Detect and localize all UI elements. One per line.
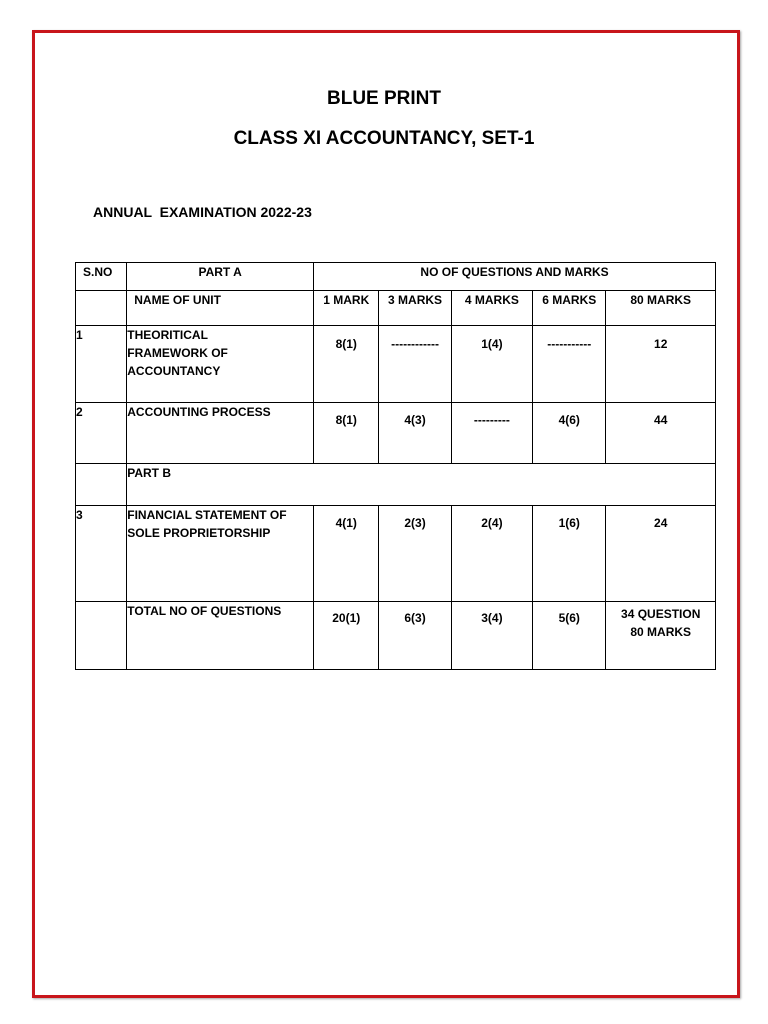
value-cell: ----------- [533,326,606,403]
unit-name-header: NAME OF UNIT [127,291,314,326]
blueprint-table [75,262,716,670]
part-a-header: PART A [127,263,314,291]
total-row [76,602,716,670]
unit-line: FRAMEWORK OF [127,346,228,360]
total-value-cell: 6(3) [379,602,451,670]
table-row [76,506,716,602]
mark-header-1: 1 MARK [314,291,379,326]
mark-header-3: 3 MARKS [379,291,451,326]
total-questions: 34 QUESTION [621,607,701,621]
mark-header-4: 4 MARKS [451,291,532,326]
mark-header-6: 6 MARKS [533,291,606,326]
unit-line: SOLE PROPRIETORSHIP [127,526,271,540]
value-cell: 4(6) [533,403,606,464]
part-b-header: PART B [127,464,716,506]
total-label: TOTAL NO OF QUESTIONS [127,602,314,670]
table-header-row [76,263,716,291]
table-subheader-row [76,291,716,326]
total-marks: 80 MARKS [630,625,692,639]
unit-line: ACCOUNTANCY [127,364,221,378]
mark-header-80: 80 MARKS [606,291,716,326]
value-cell: 44 [606,403,716,464]
questions-marks-header: NO OF QUESTIONS AND MARKS [314,263,716,291]
row-sno: 3 [76,506,127,602]
value-cell: 1(4) [451,326,532,403]
value-cell: ------------ [379,326,451,403]
part-b-row [76,464,716,506]
empty-cell [76,291,127,326]
value-cell: 2(3) [379,506,451,602]
value-cell: 4(3) [379,403,451,464]
total-value-cell: 20(1) [314,602,379,670]
value-cell: 2(4) [451,506,532,602]
value-cell: 24 [606,506,716,602]
row-unit-name [127,506,314,602]
row-sno: 1 [76,326,127,403]
sno-header: S.NO [76,263,127,291]
unit-line: FINANCIAL STATEMENT OF [127,508,287,522]
empty-cell [76,464,127,506]
value-cell: --------- [451,403,532,464]
value-cell: 1(6) [533,506,606,602]
value-cell: 12 [606,326,716,403]
exam-label: ANNUAL EXAMINATION 2022-23 [93,204,312,220]
unit-line: ACCOUNTING PROCESS [127,405,271,419]
total-value-cell: 3(4) [451,602,532,670]
empty-cell [76,602,127,670]
total-final-cell [606,602,716,670]
row-unit-name [127,326,314,403]
value-cell: 8(1) [314,326,379,403]
value-cell: 4(1) [314,506,379,602]
row-unit-name [127,403,314,464]
page-subtitle: CLASS XI ACCOUNTANCY, SET-1 [233,128,535,149]
total-value-cell: 5(6) [533,602,606,670]
table-row [76,403,716,464]
row-sno: 2 [76,403,127,464]
page-title: BLUE PRINT [327,88,441,109]
table-row [76,326,716,403]
value-cell: 8(1) [314,403,379,464]
unit-line: THEORITICAL [127,328,208,342]
